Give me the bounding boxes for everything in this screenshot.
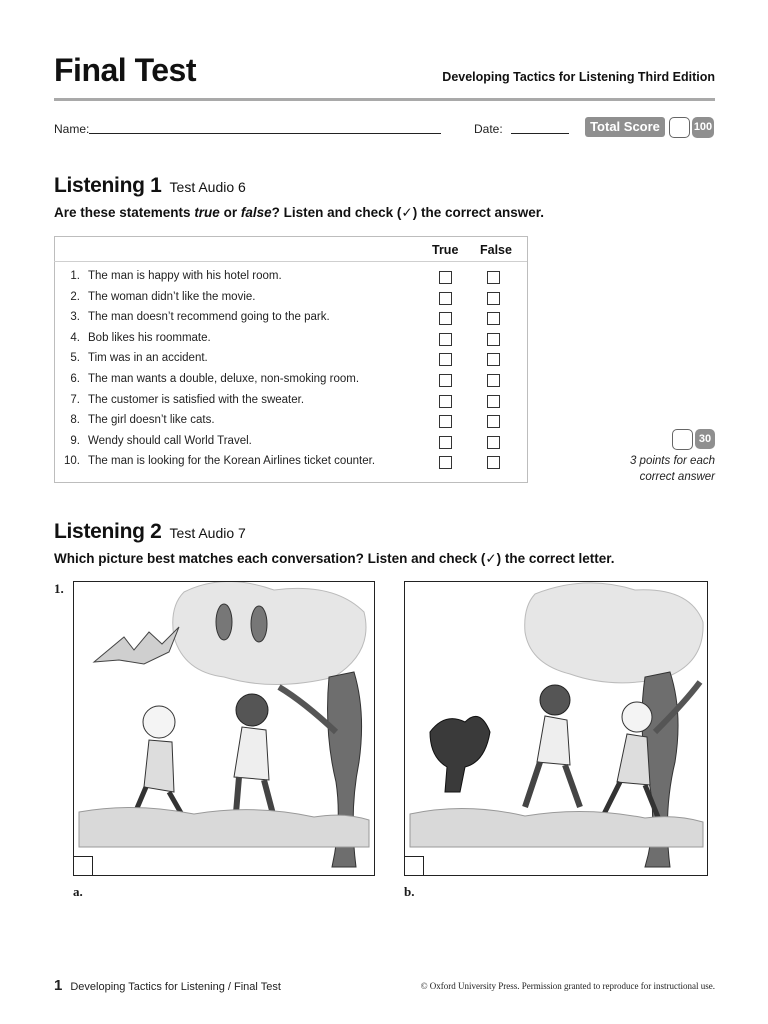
statement-number: 10. xyxy=(64,455,80,468)
false-checkbox[interactable] xyxy=(487,374,500,387)
true-checkbox[interactable] xyxy=(439,271,452,284)
listening1-instruction xyxy=(54,205,544,221)
listening1-score-box[interactable] xyxy=(672,429,693,450)
statement-number: 5. xyxy=(70,352,80,365)
statement-row xyxy=(64,435,524,456)
page-title: Final Test xyxy=(54,52,196,88)
col-true-header: True xyxy=(432,243,459,257)
listening1-score-max: 30 xyxy=(695,429,715,449)
true-checkbox[interactable] xyxy=(439,374,452,387)
statement-row xyxy=(64,291,524,312)
option-b-label: b. xyxy=(404,884,415,899)
statement-text: Wendy should call World Travel. xyxy=(88,434,252,447)
picture-a-illustration xyxy=(74,582,374,875)
false-checkbox[interactable] xyxy=(487,436,500,449)
statement-row xyxy=(64,414,524,435)
statement-number: 7. xyxy=(70,393,80,406)
true-checkbox[interactable] xyxy=(439,415,452,428)
page-number: 1 xyxy=(54,977,63,994)
listening2-heading: Listening 2 xyxy=(54,520,162,543)
listening2-title xyxy=(54,520,246,544)
statement-row xyxy=(64,373,524,394)
instr-part: Are these statements xyxy=(54,205,195,220)
statement-number: 6. xyxy=(70,373,80,385)
copyright: © Oxford University Press. Permission granted to reproduce for instructional use. xyxy=(420,981,715,991)
listening1-heading: Listening 1 xyxy=(54,174,162,197)
date-field[interactable] xyxy=(511,133,569,134)
option-a-checkbox[interactable] xyxy=(74,856,93,875)
true-checkbox[interactable] xyxy=(439,292,452,305)
false-checkbox[interactable] xyxy=(487,312,500,325)
instr-part: ? Listen and check (✓) the correct answer. xyxy=(271,205,545,220)
statement-text: The man is happy with his hotel room. xyxy=(88,270,282,282)
statement-text: The man wants a double, deluxe, non-smoking room. xyxy=(88,373,360,385)
statement-text: The man is looking for the Korean Airlines ticket counter. xyxy=(88,455,376,468)
statement-text: Bob likes his roommate. xyxy=(88,331,211,344)
listening2-instruction: Which picture best matches each conversation? Listen and check (✓) the correct letter. xyxy=(54,551,615,566)
true-checkbox[interactable] xyxy=(439,353,452,366)
statement-text: The woman didn’t like the movie. xyxy=(88,290,256,303)
table-header-rule xyxy=(54,261,527,262)
statement-number: 3. xyxy=(70,311,80,324)
statement-number: 9. xyxy=(70,434,80,447)
statement-row xyxy=(64,394,524,415)
true-checkbox[interactable] xyxy=(439,312,452,325)
option-a-label: a. xyxy=(73,884,83,899)
false-checkbox[interactable] xyxy=(487,456,500,469)
instr-true: true xyxy=(194,205,220,220)
statement-number: 1. xyxy=(70,270,80,282)
statement-row xyxy=(64,455,524,476)
total-score-label: Total Score xyxy=(585,117,665,137)
listening1-audio: Test Audio 6 xyxy=(169,179,246,195)
score-note-line2: correct answer xyxy=(639,471,715,483)
statement-row xyxy=(64,332,524,353)
false-checkbox[interactable] xyxy=(487,415,500,428)
false-checkbox[interactable] xyxy=(487,395,500,408)
statement-row xyxy=(64,352,524,373)
score-note-line1: 3 points for each xyxy=(629,455,715,467)
total-score-max: 100 xyxy=(692,117,714,138)
instr-part: or xyxy=(219,205,241,220)
statement-text: The girl doesn’t like cats. xyxy=(88,414,215,427)
footer-text: Developing Tactics for Listening / Final Test xyxy=(70,981,281,993)
statement-number: 8. xyxy=(70,414,80,427)
true-checkbox[interactable] xyxy=(439,333,452,346)
statement-text: The man doesn’t recommend going to the park. xyxy=(88,311,330,324)
total-score-box[interactable] xyxy=(669,117,690,138)
question-number: 1. xyxy=(54,581,64,596)
false-checkbox[interactable] xyxy=(487,292,500,305)
statement-row xyxy=(64,311,524,332)
instr-false: false xyxy=(240,205,272,220)
score-note xyxy=(630,453,715,485)
name-field[interactable] xyxy=(89,133,441,134)
statement-text: Tim was in an accident. xyxy=(88,352,208,365)
picture-b xyxy=(404,581,708,876)
statement-text: The customer is satisfied with the sweater. xyxy=(88,393,305,406)
listening1-title xyxy=(54,174,246,198)
statement-number: 2. xyxy=(70,290,80,303)
true-checkbox[interactable] xyxy=(439,395,452,408)
listening2-audio: Test Audio 7 xyxy=(169,525,246,541)
picture-b-illustration xyxy=(405,582,707,875)
statement-row xyxy=(64,270,524,291)
name-label: Name: xyxy=(54,122,90,136)
picture-a xyxy=(73,581,375,876)
book-title: Developing Tactics for Listening Third Edition xyxy=(442,70,715,84)
option-b-checkbox[interactable] xyxy=(405,856,424,875)
false-checkbox[interactable] xyxy=(487,353,500,366)
false-checkbox[interactable] xyxy=(487,333,500,346)
header-divider xyxy=(54,98,715,101)
col-false-header: False xyxy=(480,243,512,257)
true-checkbox[interactable] xyxy=(439,456,452,469)
statement-number: 4. xyxy=(70,331,80,344)
date-label: Date: xyxy=(474,122,503,136)
footer-left xyxy=(54,977,281,994)
false-checkbox[interactable] xyxy=(487,271,500,284)
true-checkbox[interactable] xyxy=(439,436,452,449)
